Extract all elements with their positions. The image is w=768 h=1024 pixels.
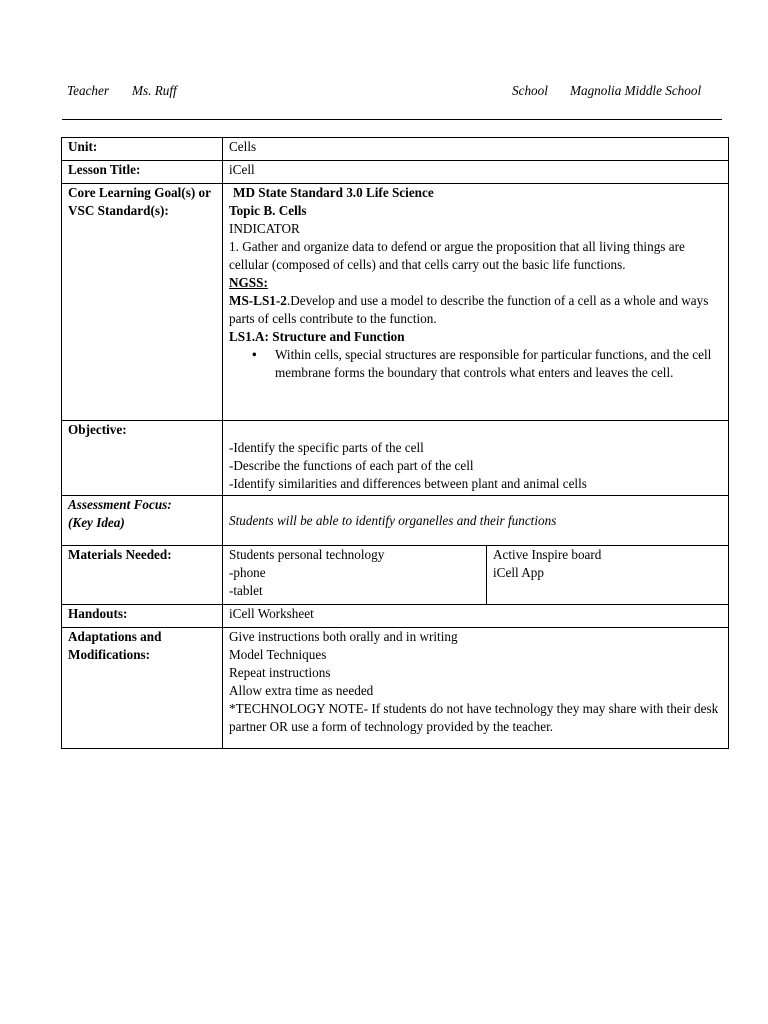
- ls1a-list: [229, 346, 722, 382]
- materials-item: Students personal technology: [229, 547, 385, 562]
- teacher-label: Teacher: [67, 83, 110, 98]
- adaptation-item: *TECHNOLOGY NOTE- If students do not have technology they may share with their desk partner OR use a form of technology provided by the teacher.: [229, 701, 719, 734]
- indicator-text: 1. Gather and organize data to defend or argue the proposition that all living things are cellular (composed of cells) and that cells carry out the basic life functions.: [229, 239, 685, 272]
- handouts-value: iCell Worksheet: [223, 605, 729, 628]
- lesson-plan-table: [61, 137, 729, 749]
- adaptations-content: [223, 628, 729, 749]
- objective-row: [62, 421, 729, 496]
- materials-label: Materials Needed:: [62, 546, 223, 605]
- adaptation-item: Model Techniques: [229, 647, 327, 662]
- assessment-content: [223, 496, 729, 546]
- core-standards-content: [223, 184, 729, 421]
- assessment-label: [62, 496, 223, 546]
- list-item: [252, 346, 722, 382]
- assessment-row: [62, 496, 729, 546]
- ngss-heading: NGSS:: [229, 275, 268, 290]
- state-standard: MD State Standard 3.0 Life Science: [233, 185, 434, 200]
- unit-label: Unit:: [62, 138, 223, 161]
- adaptation-item: Allow extra time as needed: [229, 683, 374, 698]
- core-standards-label: Core Learning Goal(s) or VSC Standard(s):: [62, 184, 223, 421]
- lesson-title-label: Lesson Title:: [62, 161, 223, 184]
- materials-item: iCell App: [493, 565, 544, 580]
- bullet-icon: •: [252, 347, 257, 362]
- school-name: Magnolia Middle School: [570, 83, 702, 98]
- objective-item: -Describe the functions of each part of the cell: [229, 458, 474, 473]
- adaptations-label: Adaptations and Modifications:: [62, 628, 223, 749]
- materials-item: Active Inspire board: [493, 547, 602, 562]
- handouts-label: Handouts:: [62, 605, 223, 628]
- ngss-text: .Develop and use a model to describe the function of a cell as a whole and ways parts of cells contribute to the function.: [229, 293, 709, 326]
- school-label: School: [512, 83, 548, 98]
- objective-content: [223, 421, 729, 496]
- ngss-code: MS-LS1-2: [229, 293, 287, 308]
- assessment-label-line1: Assessment Focus:: [68, 497, 172, 512]
- materials-col1: [223, 546, 487, 605]
- ngss-standard: [229, 292, 722, 328]
- document-header: [62, 82, 722, 120]
- objective-item: -Identify the specific parts of the cell: [229, 440, 424, 455]
- adaptation-item: Repeat instructions: [229, 665, 331, 680]
- materials-item: -tablet: [229, 583, 263, 598]
- adaptation-item: Give instructions both orally and in writing: [229, 629, 458, 644]
- topic: Topic B. Cells: [229, 203, 307, 218]
- ls1a-bullet-text: Within cells, special structures are responsible for particular functions, and the cell membrane forms the boundary that controls what enters and leaves the cell.: [275, 347, 712, 380]
- materials-col2: [487, 546, 729, 605]
- handouts-row: [62, 605, 729, 628]
- adaptations-row: [62, 628, 729, 749]
- objective-label: Objective:: [62, 421, 223, 496]
- core-standards-row: [62, 184, 729, 421]
- indicator-heading: INDICATOR: [229, 221, 300, 236]
- lesson-title-row: [62, 161, 729, 184]
- assessment-value: Students will be able to identify organelles and their functions: [229, 513, 557, 528]
- materials-item: -phone: [229, 565, 266, 580]
- unit-row: [62, 138, 729, 161]
- objective-item: -Identify similarities and differences between plant and animal cells: [229, 476, 587, 491]
- ls1a-heading: LS1.A: Structure and Function: [229, 329, 405, 344]
- lesson-title-value: iCell: [223, 161, 729, 184]
- assessment-label-line2: (Key Idea): [68, 515, 125, 530]
- teacher-name: Ms. Ruff: [132, 83, 177, 98]
- materials-row: [62, 546, 729, 605]
- unit-value: Cells: [223, 138, 729, 161]
